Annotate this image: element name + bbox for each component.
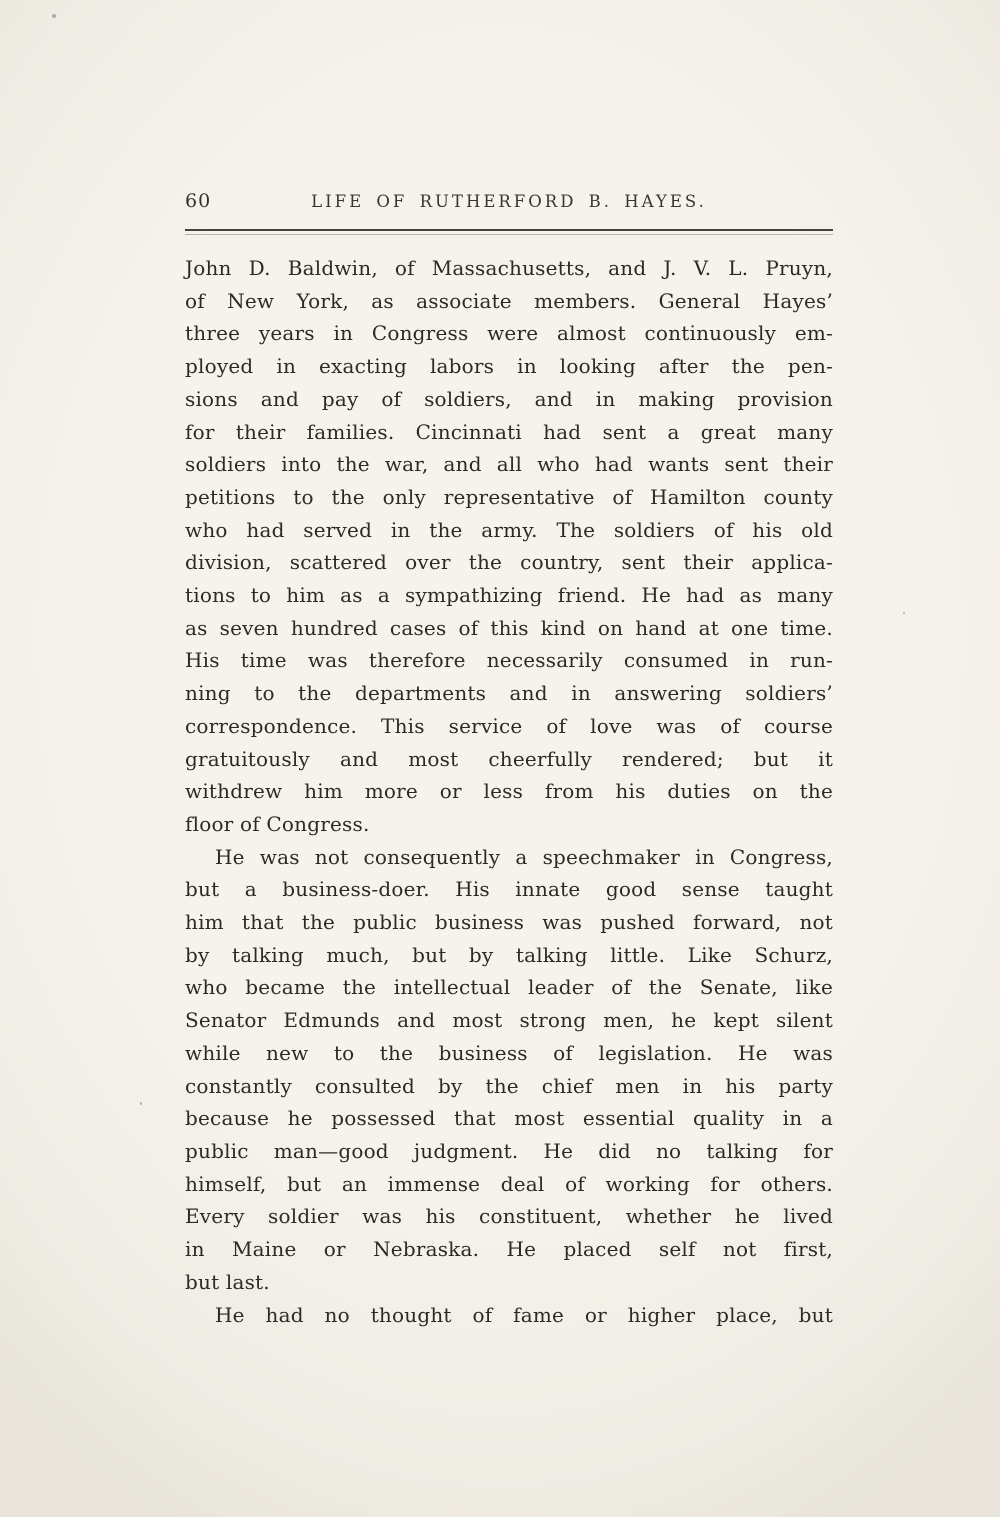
- text-line: because he possessed that most essential quality in a: [185, 1106, 833, 1131]
- paragraph: [185, 841, 833, 1299]
- text-line: while new to the business of legislation. He was: [185, 1040, 833, 1065]
- text-line: tions to him as a sympathizing friend. He had as many: [185, 583, 833, 608]
- text-line: floor of Congress.: [185, 811, 370, 836]
- text-line: He was not consequently a speechmaker in Congress,: [215, 844, 833, 869]
- text-line: public man—good judgment. He did no talking for: [185, 1138, 833, 1163]
- text-line: He had no thought of fame or higher place, but: [215, 1302, 833, 1327]
- text-line: division, scattered over the country, sent their applica-: [185, 550, 833, 575]
- text-line: in Maine or Nebraska. He placed self not first,: [185, 1237, 833, 1262]
- text-line: Senator Edmunds and most strong men, he kept silent: [185, 1008, 833, 1033]
- text-line: Every soldier was his constituent, whether he lived: [185, 1204, 833, 1229]
- text-line: himself, but an immense deal of working for others.: [185, 1171, 833, 1196]
- text-line: who became the intellectual leader of the Senate, like: [185, 975, 833, 1000]
- text-line: petitions to the only representative of Hamilton county: [185, 484, 833, 509]
- page-header: [185, 190, 833, 214]
- text-line: sions and pay of soldiers, and in making provision: [185, 386, 833, 411]
- text-line: constantly consulted by the chief men in his party: [185, 1073, 833, 1098]
- text-line: of New York, as associate members. General Hayes’: [185, 288, 833, 313]
- text-line: three years in Congress were almost continuously em-: [185, 321, 833, 346]
- running-head: LIFE OF RUTHERFORD B. HAYES.: [311, 192, 707, 211]
- paragraph: [185, 1299, 833, 1332]
- text-line: ployed in exacting labors in looking after the pen-: [185, 354, 833, 379]
- text-line: His time was therefore necessarily consumed in run-: [185, 648, 833, 673]
- text-line: for their families. Cincinnati had sent a great many: [185, 419, 833, 444]
- header-rule: [185, 229, 833, 235]
- text-column: [185, 190, 833, 1331]
- text-line: him that the public business was pushed forward, not: [185, 910, 833, 935]
- paragraph: [185, 252, 833, 841]
- text-line: ning to the departments and in answering soldiers’: [185, 681, 833, 706]
- scan-speck: [903, 612, 905, 614]
- text-line: soldiers into the war, and all who had wants sent their: [185, 452, 833, 477]
- text-line: correspondence. This service of love was of course: [185, 713, 833, 738]
- scan-speck: [140, 1102, 142, 1105]
- text-line: who had served in the army. The soldiers of his old: [185, 517, 833, 542]
- page-body: [185, 252, 833, 1331]
- text-line: gratuitously and most cheerfully rendered; but it: [185, 746, 833, 771]
- text-line: but last.: [185, 1269, 270, 1294]
- text-line: by talking much, but by talking little. Like Schurz,: [185, 942, 833, 967]
- text-line: but a business-doer. His innate good sense taught: [185, 877, 833, 902]
- text-line: withdrew him more or less from his duties on the: [185, 779, 833, 804]
- page-number: 60: [185, 190, 212, 212]
- scan-speck: [52, 14, 56, 18]
- text-line: John D. Baldwin, of Massachusetts, and J. V. L. Pruyn,: [185, 256, 833, 280]
- text-line: as seven hundred cases of this kind on hand at one time.: [185, 615, 833, 640]
